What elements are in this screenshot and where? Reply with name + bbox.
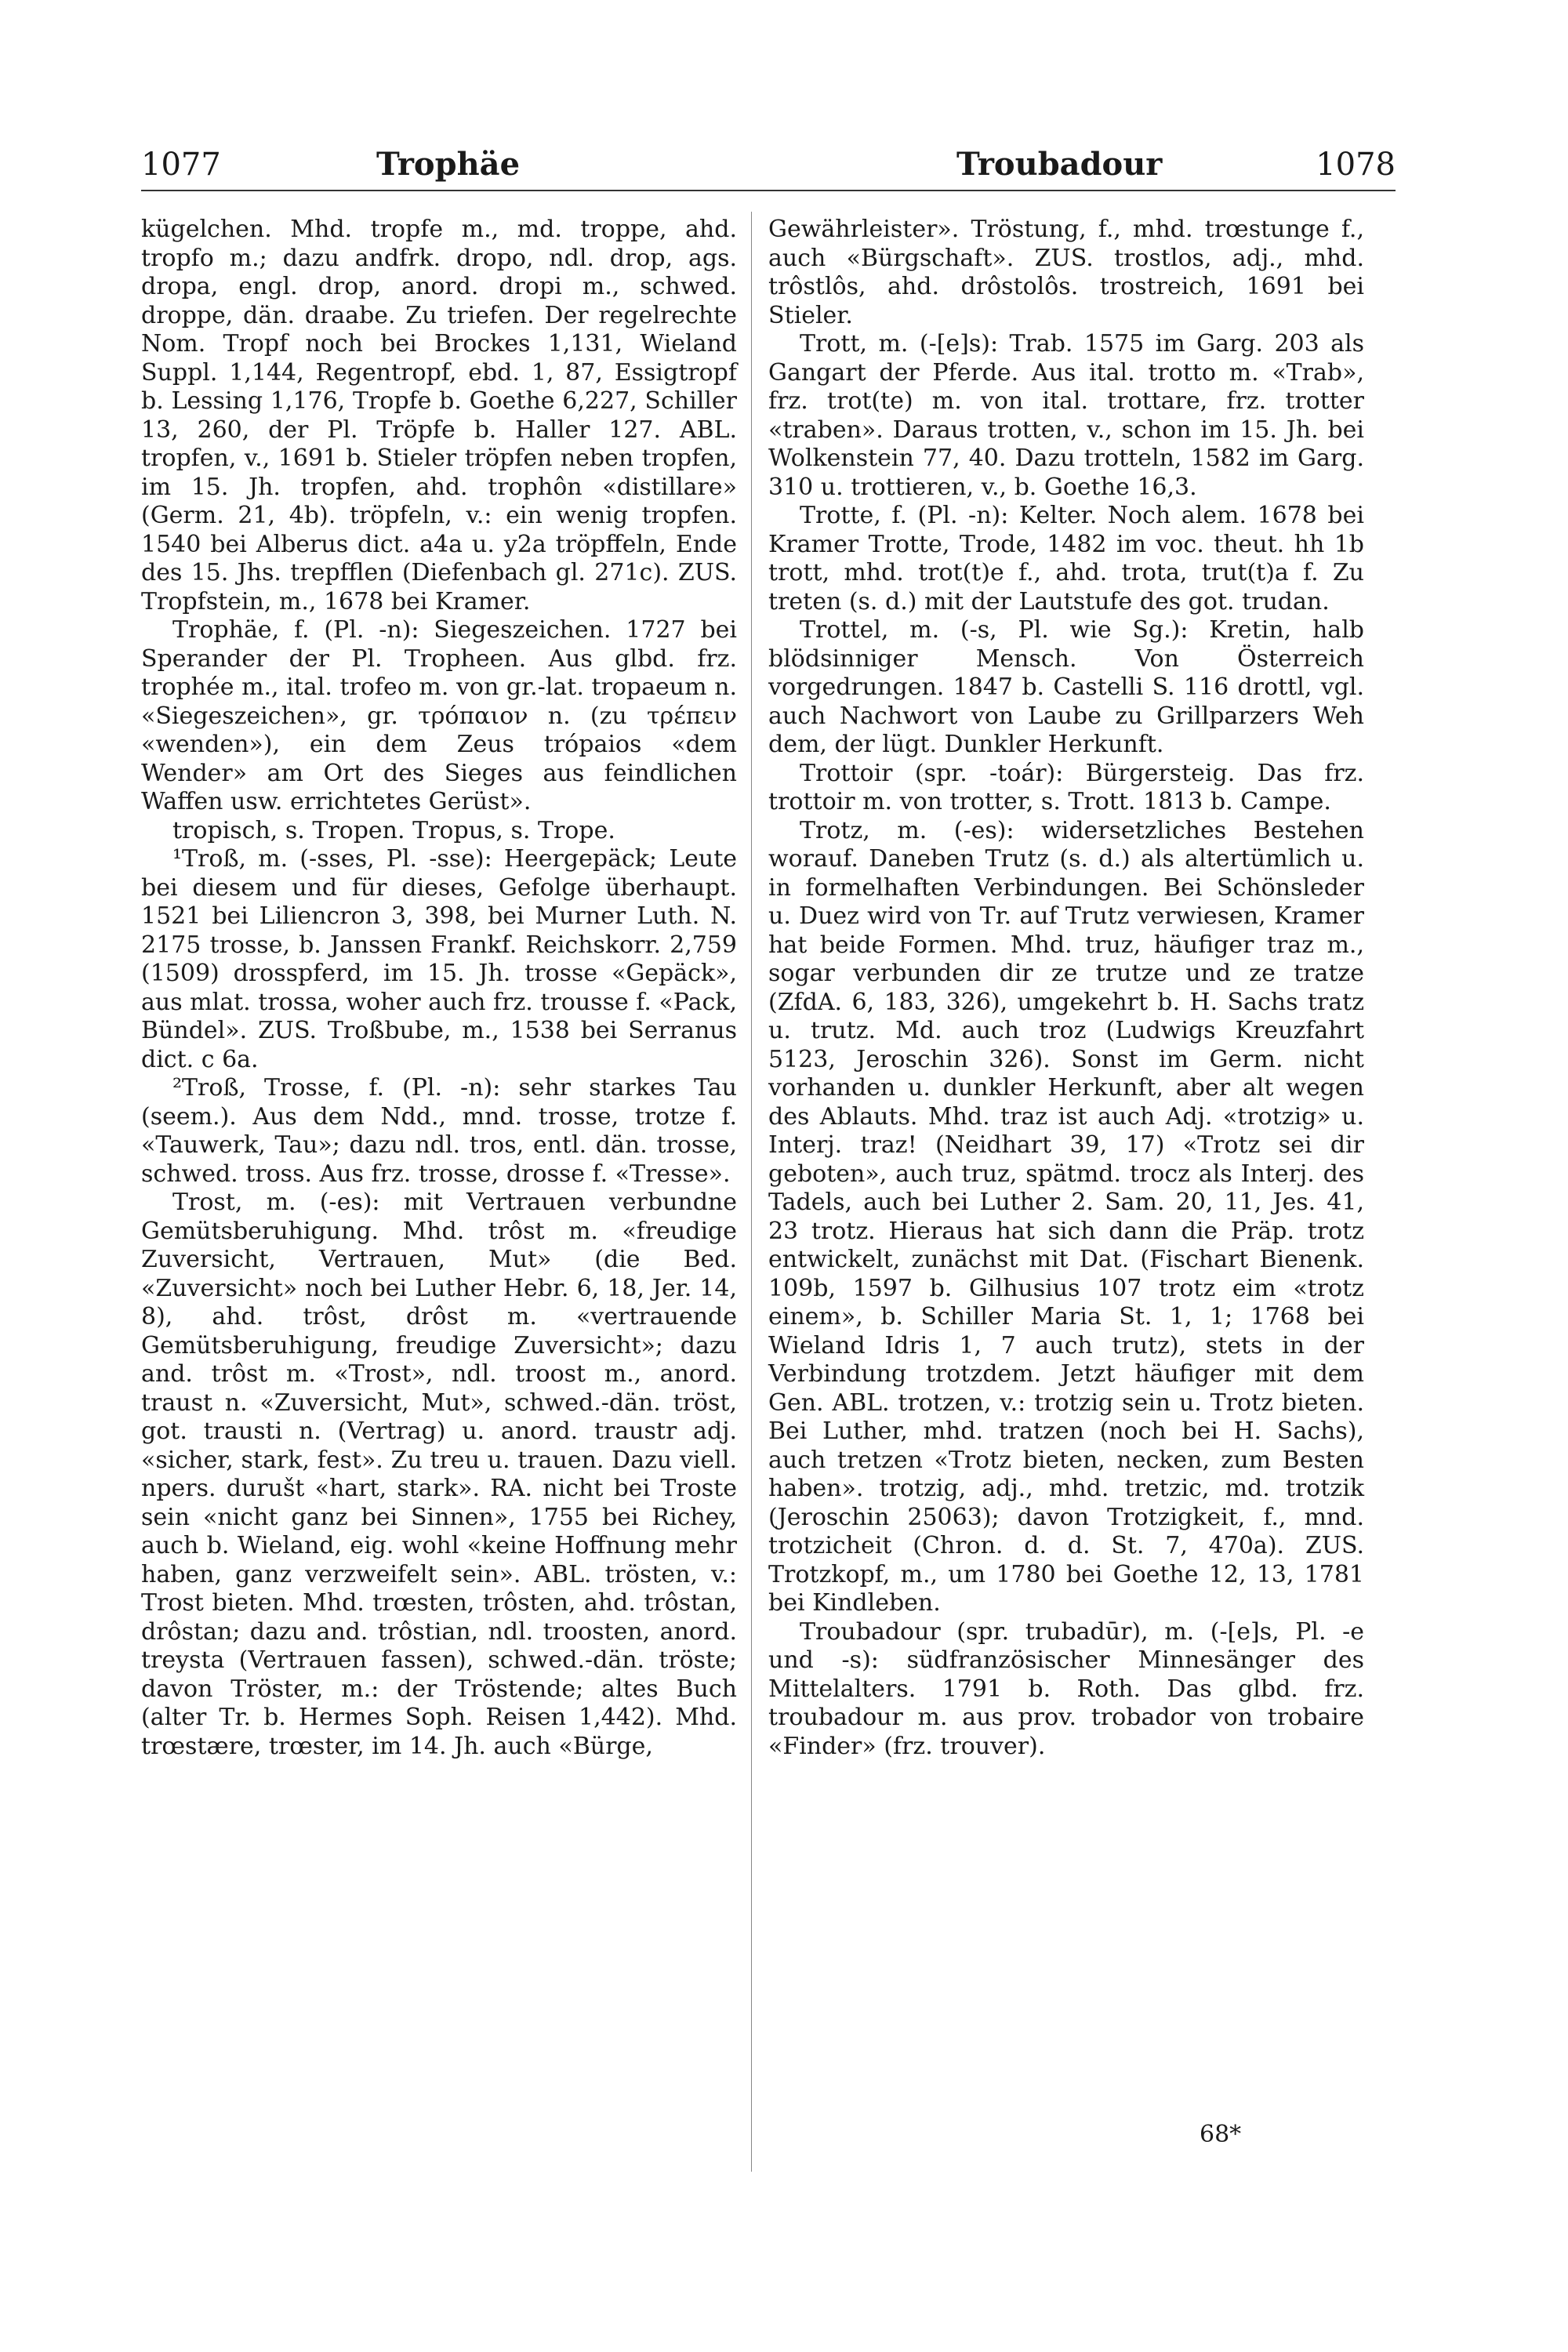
entry-trottoir: Trottoir (spr. -toár): Bürgersteig. Das frz. trottoir m. von trotter, s. Trott. 1813 b. Campe. <box>768 759 1364 815</box>
entry-trott: Trott, m. (-[e]s): Trab. 1575 im Garg. 203 als Gangart der Pferde. Aus ital. trotto m. «Trab», frz. trot(te) m. von ital. trottare, frz. trotter «traben». Daraus trotten, v., schon im 15. Jh. bei Wolkenstein 77, 40. Dazu trotteln, 1582 im Garg. 310 u. trottieren, v., b. Goethe 16,3. <box>768 330 1364 501</box>
header-keyword-left: Trophäe <box>376 146 521 183</box>
right-column <box>768 216 1364 1761</box>
page-number-left: 1077 <box>141 147 221 183</box>
entry-continuation: Gewährleister». Tröstung, f., mhd. trœstunge f., auch «Bürgschaft». ZUS. trostlos, adj., mhd. trôstlôs, ahd. drôstolôs. trostreich, 1691 bei Stieler. <box>768 216 1364 329</box>
column-divider <box>751 212 752 2172</box>
entry-tross-2: ²Troß, Trosse, f. (Pl. -n): sehr starkes Tau (seem.). Aus dem Ndd., mnd. trosse, trotze f. «Tauwerk, Tau»; dazu ndl. tros, entl. dän. trosse, schwed. tross. Aus frz. trosse, drosse f. «Tresse». <box>141 1074 737 1188</box>
entry-trophaee: Trophäe, f. (Pl. -n): Siegeszeichen. 1727 bei Sperander der Pl. Tropheen. Aus glbd. frz. trophée m., ital. trofeo m. von gr.-lat. tropaeum n. «Siegeszeichen», gr. τρόπαιον n. (zu τρέπειν «wenden»), ein dem Zeus trópaios «dem Wender» am Ort des Sieges aus feindlichen Waffen usw. errichtetes Gerüst». <box>141 616 737 815</box>
signature-mark: 68* <box>1200 2121 1242 2148</box>
page-number-right: 1078 <box>1316 147 1396 183</box>
entry-tross-1: ¹Troß, m. (-sses, Pl. -sse): Heergepäck; Leute bei diesem und für dieses, Gefolge überhaupt. 1521 bei Liliencron 3, 398, bei Murner Luth. N. 2175 trosse, b. Janssen Frankf. Reichskorr. 2,759 (1509) drosspferd, im 15. Jh. trosse «Gepäck», aus mlat. trossa, woher auch frz. trousse f. «Pack, Bündel». ZUS. Troßbube, m., 1538 bei Serranus dict. c 6a. <box>141 845 737 1073</box>
running-header <box>141 141 1396 188</box>
entry-trottel: Trottel, m. (-s, Pl. wie Sg.): Kretin, halb blödsinniger Mensch. Von Österreich vorgedrungen. 1847 b. Castelli S. 116 drottl, vgl. auch Nachwort von Laube zu Grillparzers Weh dem, der lügt. Dunkler Herkunft. <box>768 616 1364 758</box>
entry-troubadour: Troubadour (spr. trubadūr), m. (-[e]s, Pl. -e und -s): südfranzösischer Minnesänger des Mittelalters. 1791 b. Roth. Das glbd. frz. troubadour m. aus prov. trobador von trobaire «Finder» (frz. trouver). <box>768 1617 1364 1760</box>
entry-trotz: Trotz, m. (-es): widersetzliches Bestehen worauf. Daneben Trutz (s. d.) als altertümlich u. in formelhaften Verbindungen. Bei Schönsleder u. Duez wird von Tr. auf Trutz verwiesen, Kramer hat beide Formen. Mhd. truz, häufiger traz m., sogar verbunden dir ze trutze und ze tratze (ZfdA. 6, 183, 326), umgekehrt b. H. Sachs tratz u. trutz. Md. auch troz (Ludwigs Kreuzfahrt 5123, Jeroschin 326). Sonst im Germ. nicht vorhanden u. dunkler Herkunft, aber alt wegen des Ablauts. Mhd. traz ist auch Adj. «trotzig» u. Interj. traz! (Neidhart 39, 17) «Trotz sei dir geboten», auch truz, spätmd. trocz als Interj. des Tadels, auch bei Luther 2. Sam. 20, 11, Jes. 41, 23 trotz. Hieraus hat sich dann die Präp. trotz entwickelt, zunächst mit Dat. (Fischart Bienenk. 109b, 1597 b. Gilhusius 107 trotz eim «trotz einem», b. Schiller Maria St. 1, 1; 1768 bei Wieland Idris 1, 7 auch trutz), stets in der Verbindung trotzdem. Jetzt häufiger mit dem Gen. ABL. trotzen, v.: trotzig sein u. Trotz bieten. Bei Luther, mhd. tratzen (noch bei H. Sachs), auch tretzen «Trotz bieten, necken, zum Besten haben». trotzig, adj., mhd. tretzic, md. trotzik (Jeroschin 25063); davon Trotzigkeit, f., mnd. trotzicheit (Chron. d. d. St. 7, 470a). ZUS. Trotzkopf, m., um 1780 bei Goethe 12, 13, 1781 bei Kindleben. <box>768 816 1364 1617</box>
entry-continuation: kügelchen. Mhd. tropfe m., md. troppe, ahd. tropfo m.; dazu andfrk. dropo, ndl. drop, ags. dropa, engl. drop, anord. dropi m., schwed. droppe, dän. draabe. Zu triefen. Der regelrechte Nom. Tropf noch bei Brockes 1,131, Wieland Suppl. 1,144, Regentropf, ebd. 1, 87, Essigtropf b. Lessing 1,176, Tropfe b. Goethe 6,227, Schiller 13, 260, der Pl. Tröpfe b. Haller 127. ABL. tropfen, v., 1691 b. Stieler tröpfen neben tropfen, im 15. Jh. tropfen, ahd. trophôn «distillare» (Germ. 21, 4b). tröpfeln, v.: ein wenig tropfen. 1540 bei Alberus dict. a4a u. y2a tröpffeln, Ende des 15. Jhs. trepfflen (Diefenbach gl. 271c). ZUS. Tropfstein, m., 1678 bei Kramer. <box>141 216 737 615</box>
entry-trotte: Trotte, f. (Pl. -n): Kelter. Noch alem. 1678 bei Kramer Trotte, Trode, 1482 im voc. theut. hh 1b trott, mhd. trot(t)e f., ahd. trota, trut(t)a f. Zu treten (s. d.) mit der Lautstufe des got. trudan. <box>768 502 1364 615</box>
left-column <box>141 216 737 1761</box>
header-keyword-right: Troubadour <box>956 146 1163 183</box>
header-rule <box>141 190 1396 191</box>
entry-tropisch: tropisch, s. Tropen. Tropus, s. Trope. <box>172 816 615 844</box>
entry-trost: Trost, m. (-es): mit Vertrauen verbundne Gemütsberuhigung. Mhd. trôst m. «freudige Zuversicht, Vertrauen, Mut» (die Bed. «Zuversicht» noch bei Luther Hebr. 6, 18, Jer. 14, 8), ahd. trôst, drôst m. «vertrauende Gemütsberuhigung, freudige Zuversicht»; dazu and. trôst m. «Trost», ndl. troost m., anord. traust n. «Zuversicht, Mut», schwed.-dän. tröst, got. trausti n. (Vertrag) u. anord. traustr adj. «sicher, stark, fest». Zu treu u. trauen. Dazu viell. npers. durušt «hart, stark». RA. nicht bei Troste sein «nicht ganz bei Sinnen», 1755 bei Richey, auch b. Wieland, eig. wohl «keine Hoffnung mehr haben, ganz verzweifelt sein». ABL. trösten, v.: Trost bieten. Mhd. trœsten, trôsten, ahd. trôstan, drôstan; dazu and. trôstian, ndl. troosten, anord. treysta (Vertrauen fassen), schwed.-dän. tröste; davon Tröster, m.: der Tröstende; altes Buch (alter Tr. b. Hermes Soph. Reisen 1,442). Mhd. trœstære, trœster, im 14. Jh. auch «Bürge, <box>141 1189 737 1760</box>
